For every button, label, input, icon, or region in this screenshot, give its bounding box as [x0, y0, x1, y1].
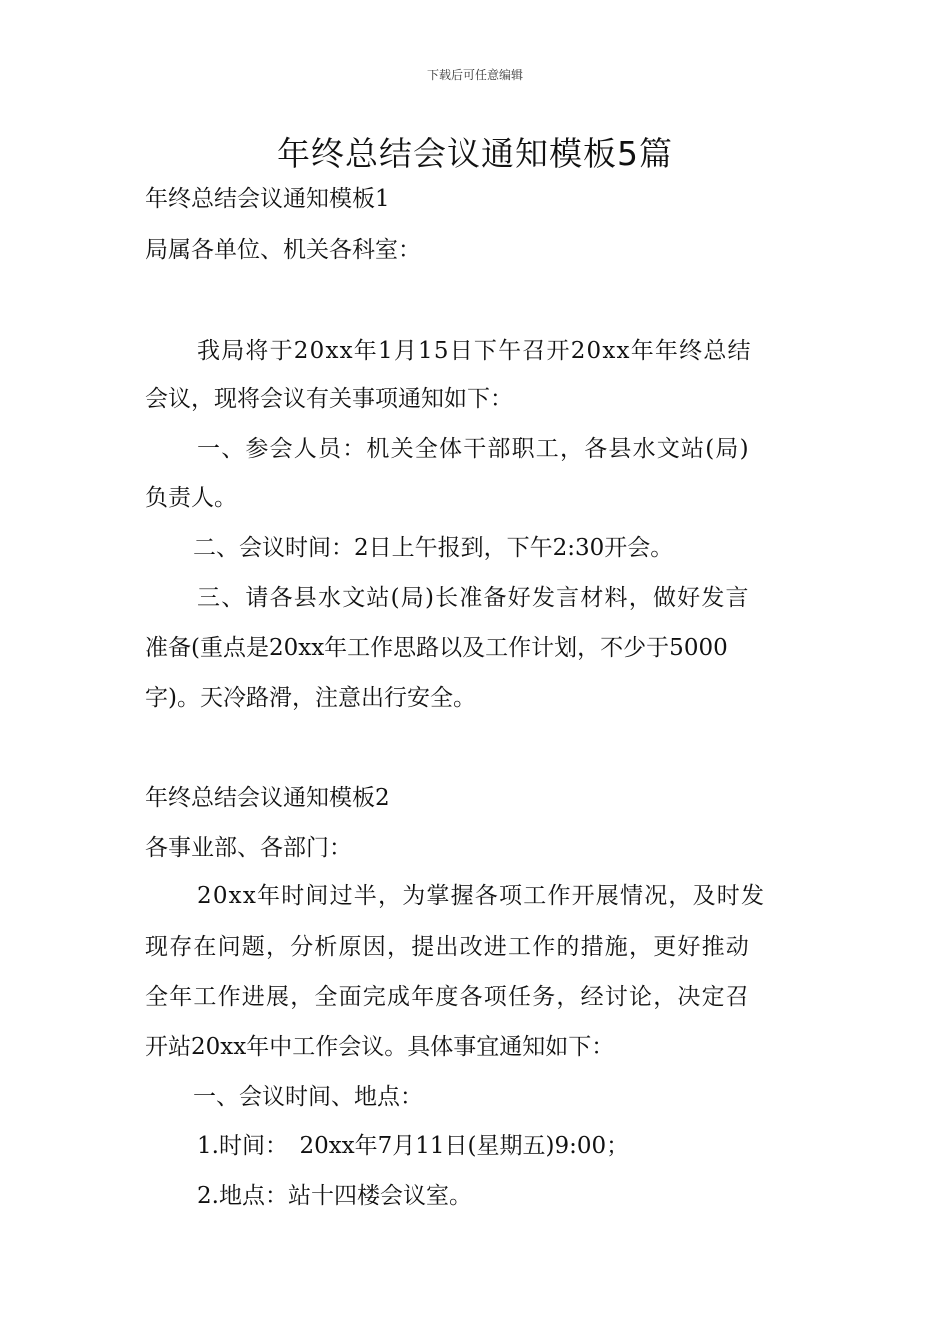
paragraph-line: 字)。天冷路滑，注意出行安全。 — [145, 685, 476, 711]
paragraph-line: 会议，现将会议有关事项通知如下： — [145, 386, 513, 412]
paragraph-line: 一、会议时间、地点： — [193, 1084, 423, 1110]
paragraph-line: 现存在问题，分析原因，提出改进工作的措施，更好推动 — [145, 934, 750, 960]
paragraph-line: 我局将于20xx年1月15日下午召开20xx年年终总结 — [197, 338, 752, 364]
paragraph-line: 1.时间： 20xx年7月11日(星期五)9:00； — [197, 1133, 630, 1159]
salutation: 局属各单位、机关各科室： — [145, 237, 421, 263]
header-note: 下载后可任意编辑 — [426, 68, 523, 82]
section-heading: 年终总结会议通知模板1 — [145, 186, 390, 212]
paragraph-line: 负责人。 — [145, 485, 237, 511]
paragraph-line: 全年工作进展，全面完成年度各项任务，经讨论，决定召 — [145, 984, 750, 1010]
paragraph-line: 2.地点：站十四楼会议室。 — [197, 1183, 472, 1209]
paragraph-line: 20xx年时间过半，为掌握各项工作开展情况，及时发 — [197, 883, 766, 909]
section-heading: 年终总结会议通知模板2 — [145, 785, 390, 811]
salutation: 各事业部、各部门： — [145, 835, 352, 861]
paragraph-line: 开站20xx年中工作会议。具体事宜通知如下： — [145, 1034, 615, 1060]
paragraph-line: 三、请各县水文站(局)长准备好发言材料，做好发言 — [197, 585, 750, 611]
paragraph-line: 一、参会人员：机关全体干部职工，各县水文站(局) — [197, 436, 750, 462]
paragraph-line: 准备(重点是20xx年工作思路以及工作计划，不少于5000 — [145, 635, 728, 661]
document-title: 年终总结会议通知模板5篇 — [277, 134, 673, 173]
paragraph-line: 二、会议时间：2日上午报到，下午2:30开会。 — [193, 535, 674, 561]
